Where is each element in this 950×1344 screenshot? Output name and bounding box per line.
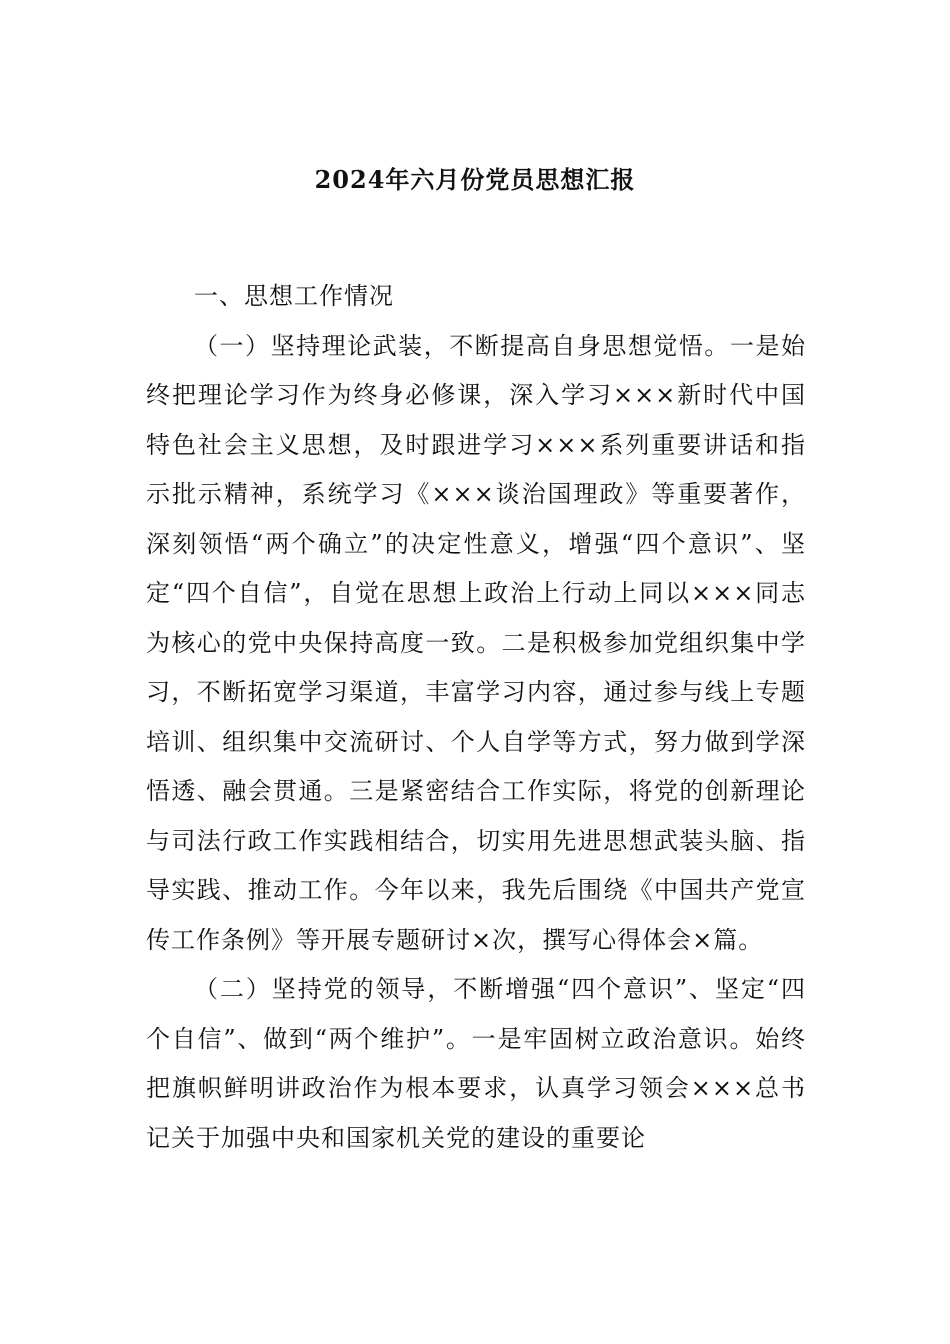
section-heading: 一、思想工作情况 bbox=[194, 282, 394, 310]
paragraph-1: （一）坚持理论武装，不断提高自身思想觉悟。一是始终把理论学习作为终身必修课，深入学习×××新时代中国特色社会主义思想，及时跟进学习×××系列重要讲话和指示批示精神，系统学习《×××谈治国理政》等重要著作，深刻领悟“两个确立”的决定性意义，增强“四个意识”、坚定“四个自信”，自觉在思想上政治上行动上同以×××同志为核心的党中央保持高度一致。二是积极参加党组织集中学习，不断拓宽学习渠道，丰富学习内容，通过参与线上专题培训、组织集中交流研讨、个人自学等方式，努力做到学深悟透、融会贯通。三是紧密结合工作实际，将党的创新理论与司法行政工作实践相结合，切实用先进思想武装头脑、指导实践、推动工作。今年以来，我先后围绕《中国共产党宣传工作条例》等开展专题研讨×次，撰写心得体会×篇。 bbox=[146, 331, 806, 954]
document-body bbox=[146, 272, 806, 1163]
paragraph-2: （二）坚持党的领导，不断增强“四个意识”、坚定“四个自信”、做到“两个维护”。一是牢固树立政治意识。始终把旗帜鲜明讲政治作为根本要求，认真学习领会×××总书记关于加强中央和国家机关党的建设的重要论 bbox=[146, 975, 806, 1152]
document-title: 2024年六月份党员思想汇报 bbox=[314, 165, 636, 194]
